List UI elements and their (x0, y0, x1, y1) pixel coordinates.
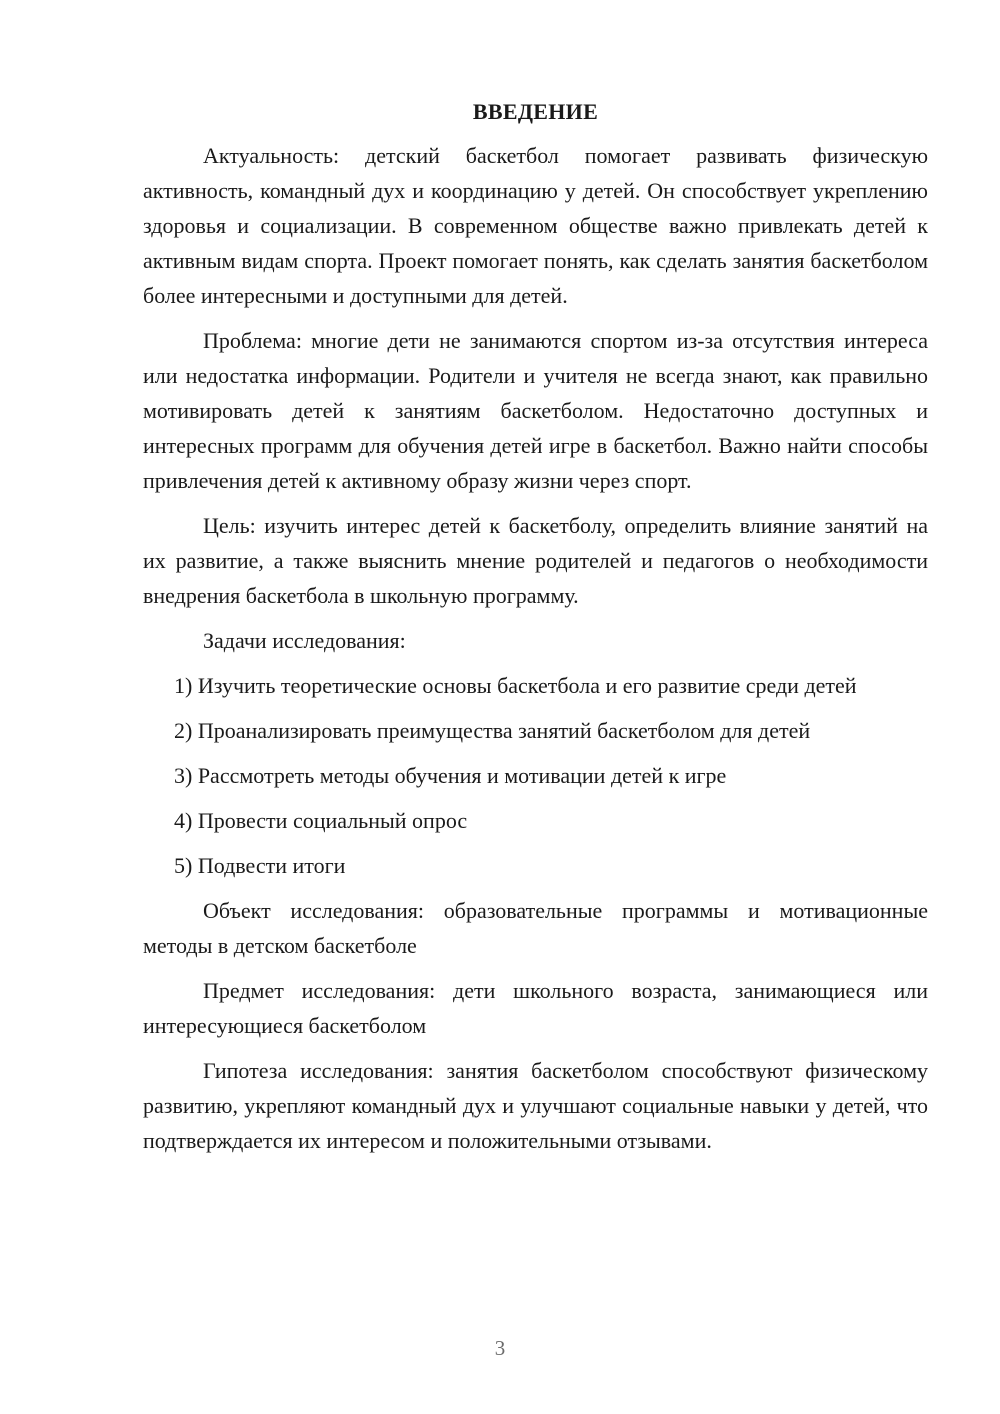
page-content (143, 94, 928, 1168)
list-item: 4) Провести социальный опрос (174, 808, 468, 833)
paragraph-problem: Проблема: многие дети не занимаются спортом из-за отсутствия интереса или недостатка информации. Родители и учителя не всегда знают, как правильно мотивировать детей к занятиям баскетболом. Недостаточно доступных и интересных программ для обучения детей игре в баскетбол. Важно найти способы привлечения детей к активному образу жизни через спорт. (143, 328, 928, 493)
list-item: 5) Подвести итоги (174, 853, 346, 878)
list-item: 2) Проанализировать преимущества занятий баскетболом для детей (174, 718, 811, 743)
list-item: 3) Рассмотреть методы обучения и мотивации детей к игре (174, 763, 727, 788)
tasks-heading: Задачи исследования: (203, 628, 406, 653)
tasks-list (143, 668, 928, 883)
paragraph-hypothesis: Гипотеза исследования: занятия баскетболом способствуют физическому развитию, укрепляют командный дух и улучшают социальные навыки у детей, что подтверждается их интересом и положительными отзывами. (143, 1058, 928, 1153)
paragraph-subject: Предмет исследования: дети школьного возраста, занимающиеся или интересующиеся баскетболом (143, 978, 928, 1038)
page-number: 3 (494, 1336, 506, 1360)
paragraph-object: Объект исследования: образовательные программы и мотивационные методы в детском баскетболе (143, 898, 928, 958)
paragraph-actuality: Актуальность: детский баскетбол помогает развивать физическую активность, командный дух и координацию у детей. Он способствует укреплению здоровья и социализации. В современном обществе важно привлекать детей к активным видам спорта. Проект помогает понять, как сделать занятия баскетболом более интересными и доступными для детей. (143, 143, 928, 308)
list-item: 1) Изучить теоретические основы баскетбола и его развитие среди детей (174, 673, 857, 698)
section-title: ВВЕДЕНИЕ (472, 99, 599, 124)
paragraph-goal: Цель: изучить интерес детей к баскетболу, определить влияние занятий на их развитие, а также выяснить мнение родителей и педагогов о необходимости внедрения баскетбола в школьную программу. (143, 513, 928, 608)
